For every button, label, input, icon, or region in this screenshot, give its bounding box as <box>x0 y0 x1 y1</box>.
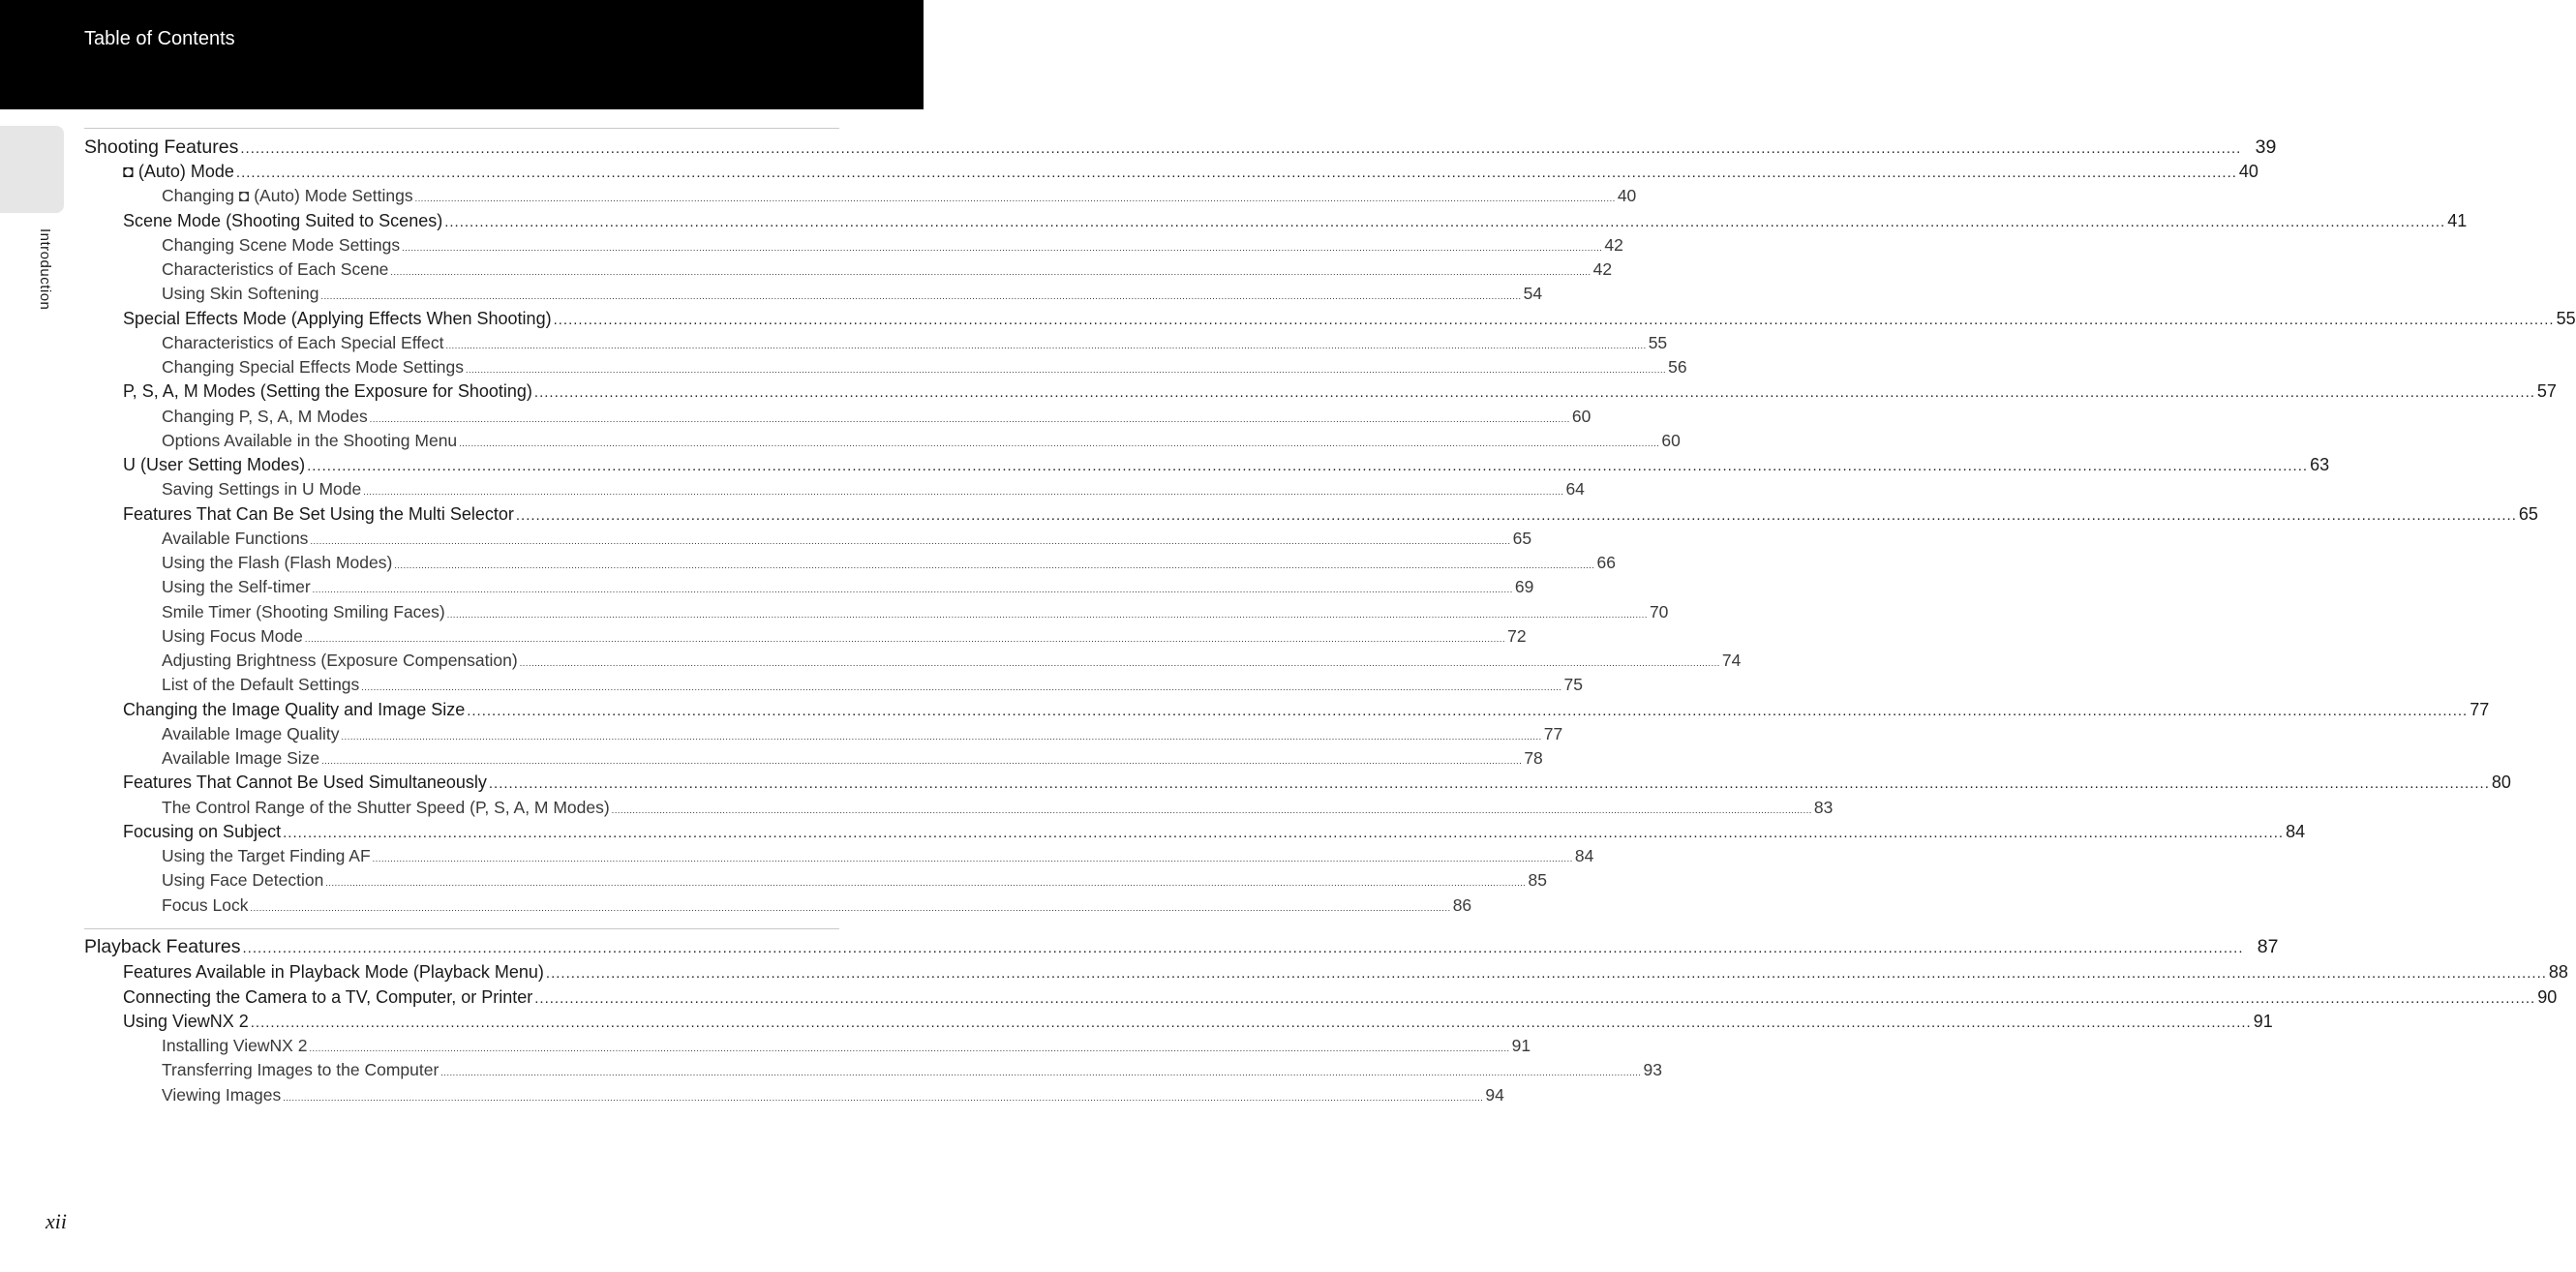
toc-leader-dots: ................................................................................................................................................................................................................................................................................................................................................................................................................ <box>553 312 2555 328</box>
toc-entry[interactable] <box>162 529 1532 552</box>
toc-entry-title: Available Image Size <box>162 748 320 768</box>
toc-entry-page: 63 <box>2310 455 2330 474</box>
toc-entry-page: 86 <box>1452 895 1472 915</box>
toc-leader-dots: ................................................................................................................................................................................................................................................................................................................................................................................................................ <box>250 903 1451 913</box>
toc-entry[interactable] <box>123 1012 2273 1035</box>
toc-leader-dots: ................................................................................................................................................................................................................................................................................................................................................................................................................ <box>465 365 1667 375</box>
toc-entry[interactable] <box>123 381 2557 405</box>
toc-entry[interactable] <box>123 700 2490 723</box>
toc-leader-dots: ................................................................................................................................................................................................................................................................................................................................................................................................................ <box>444 214 2446 230</box>
toc-leader-dots: ................................................................................................................................................................................................................................................................................................................................................................................................................ <box>369 414 1570 424</box>
section-divider <box>84 128 839 129</box>
toc-entry[interactable] <box>162 626 1527 650</box>
toc-entry-page: 88 <box>2548 962 2568 982</box>
toc-entry-page: 72 <box>1507 626 1527 646</box>
toc-entry[interactable] <box>123 309 2576 332</box>
toc-entry[interactable] <box>162 553 1616 576</box>
toc-entry-title: Changing Scene Mode Settings <box>162 235 401 255</box>
toc-leader-dots: ................................................................................................................................................................................................................................................................................................................................................................................................................ <box>519 658 1720 668</box>
toc-leader-dots: ................................................................................................................................................................................................................................................................................................................................................................................................................ <box>283 1093 1484 1103</box>
toc-entry[interactable] <box>162 284 1543 307</box>
toc-entry-title: Using ViewNX 2 <box>123 1012 249 1031</box>
toc-entry[interactable] <box>123 504 2538 528</box>
toc-entry-title: Viewing Images <box>162 1085 282 1105</box>
header-bar <box>0 0 924 109</box>
toc-entry-title: Using Skin Softening <box>162 284 319 303</box>
toc-entry[interactable] <box>123 987 2558 1011</box>
toc-entry-page: 93 <box>1643 1060 1662 1079</box>
toc-entry-title: Available Functions <box>162 529 309 548</box>
toc-entry[interactable] <box>162 895 1472 919</box>
toc-leader-dots: ................................................................................................................................................................................................................................................................................................................................................................................................................ <box>310 536 1511 546</box>
toc-leader-dots: ................................................................................................................................................................................................................................................................................................................................................................................................................ <box>320 291 1522 301</box>
toc-entry[interactable] <box>162 1060 1662 1083</box>
toc-leader-dots: ................................................................................................................................................................................................................................................................................................................................................................................................................ <box>488 775 2490 792</box>
toc-entry[interactable] <box>123 211 2468 234</box>
toc-entry[interactable] <box>84 936 2279 961</box>
toc-entry[interactable] <box>162 186 1637 209</box>
toc-entry-page: 56 <box>1668 357 1687 377</box>
toc-entry-page: 57 <box>2536 381 2557 401</box>
toc-entry-page: 64 <box>1565 479 1585 499</box>
toc-entry-page: 40 <box>2238 162 2258 181</box>
toc-entry-title: Changing the Image Quality and Image Size <box>123 700 466 719</box>
toc-entry-title: Installing ViewNX 2 <box>162 1036 308 1055</box>
toc-entry-title: The Control Range of the Shutter Speed (P, S, A, M Modes) <box>162 798 610 817</box>
toc-entry-page: 60 <box>1661 431 1681 450</box>
toc-entry[interactable] <box>162 431 1681 454</box>
toc-leader-dots: ................................................................................................................................................................................................................................................................................................................................................................................................................ <box>446 610 1648 620</box>
toc-entry-page: 60 <box>1571 407 1591 426</box>
toc-leader-dots: ................................................................................................................................................................................................................................................................................................................................................................................................................ <box>459 439 1660 448</box>
toc-leader-dots: ................................................................................................................................................................................................................................................................................................................................................................................................................ <box>240 140 2242 157</box>
toc-leader-dots: ................................................................................................................................................................................................................................................................................................................................................................................................................ <box>545 965 2547 982</box>
toc-entry-title: Using Focus Mode <box>162 626 303 646</box>
toc-entry-page: 90 <box>2537 987 2558 1007</box>
toc-entry[interactable] <box>162 798 1834 821</box>
toc-entry[interactable] <box>162 1085 1504 1108</box>
toc-entry-title: Features That Can Be Set Using the Multi Selector <box>123 504 514 524</box>
toc-entry-title: ◘ (Auto) Mode <box>123 162 234 181</box>
toc-entry-title: Options Available in the Shooting Menu <box>162 431 458 450</box>
toc-entry-page: 84 <box>1574 846 1594 865</box>
toc-entry-title: Shooting Features <box>84 136 239 158</box>
toc-entry-title: Special Effects Mode (Applying Effects When Shooting) <box>123 309 552 328</box>
toc-entry[interactable] <box>162 357 1687 380</box>
page-number: xii <box>45 1209 67 1233</box>
toc-entry[interactable] <box>123 162 2258 185</box>
toc-entry-page: 91 <box>2253 1012 2273 1031</box>
toc-entry-page: 80 <box>2491 772 2511 792</box>
toc-entry-page: 94 <box>1485 1085 1504 1105</box>
toc-entry-title: Focus Lock <box>162 895 249 915</box>
toc-entry[interactable] <box>162 724 1563 747</box>
toc-leader-dots: ................................................................................................................................................................................................................................................................................................................................................................................................................ <box>307 458 2309 474</box>
section-divider <box>84 928 839 929</box>
toc-leader-dots: ................................................................................................................................................................................................................................................................................................................................................................................................................ <box>611 805 1812 815</box>
toc-entry-title: Transferring Images to the Computer <box>162 1060 439 1079</box>
toc-entry-title: Characteristics of Each Special Effect <box>162 333 444 352</box>
toc-entry-page: 69 <box>1514 577 1534 596</box>
toc-leader-dots: ................................................................................................................................................................................................................................................................................................................................................................................................................ <box>440 1068 1642 1077</box>
toc-entry-page: 42 <box>1592 259 1613 279</box>
toc-entry-page: 85 <box>1528 870 1547 890</box>
toc-entry-page: 54 <box>1523 284 1543 303</box>
toc-entry-title: Using the Flash (Flash Modes) <box>162 553 393 572</box>
toc-entry-page: 39 <box>2255 136 2277 158</box>
toc-entry[interactable] <box>162 675 1583 698</box>
toc-entry-title: Focusing on Subject <box>123 822 282 841</box>
toc-entry-page: 42 <box>1604 235 1623 255</box>
toc-entry-page: 41 <box>2447 211 2468 230</box>
toc-entry-page: 74 <box>1721 651 1742 670</box>
toc-entry-title: Features Available in Playback Mode (Playback Menu) <box>123 962 544 982</box>
toc-entry-page: 91 <box>1511 1036 1531 1055</box>
toc-leader-dots: ................................................................................................................................................................................................................................................................................................................................................................................................................ <box>309 1044 1510 1053</box>
toc-entry-title: Features That Cannot Be Used Simultaneously <box>123 772 487 792</box>
toc-entry-title: Using Face Detection <box>162 870 324 890</box>
page-title: Table of Contents <box>84 28 235 49</box>
toc-entry-page: 40 <box>1617 186 1637 205</box>
toc-entry[interactable] <box>123 822 2306 845</box>
toc-leader-dots: ................................................................................................................................................................................................................................................................................................................................................................................................................ <box>361 682 1562 692</box>
toc-leader-dots: ................................................................................................................................................................................................................................................................................................................................................................................................................ <box>250 1015 2252 1031</box>
toc-entry-title: Adjusting Brightness (Exposure Compensation) <box>162 651 518 670</box>
toc-leader-dots: ................................................................................................................................................................................................................................................................................................................................................................................................................ <box>242 940 2244 956</box>
toc-entry[interactable] <box>84 136 2277 162</box>
toc-entry[interactable] <box>162 846 1594 869</box>
toc-leader-dots: ................................................................................................................................................................................................................................................................................................................................................................................................................ <box>414 194 1616 203</box>
toc-leader-dots: ................................................................................................................................................................................................................................................................................................................................................................................................................ <box>467 703 2469 719</box>
toc-entry[interactable] <box>162 870 1547 893</box>
toc-entry[interactable] <box>162 748 1543 772</box>
toc-leader-dots: ................................................................................................................................................................................................................................................................................................................................................................................................................ <box>390 267 1591 277</box>
toc-entry[interactable] <box>162 479 1585 502</box>
toc-entry-title: Smile Timer (Shooting Smiling Faces) <box>162 602 445 621</box>
toc-entry[interactable] <box>162 259 1613 283</box>
toc-leader-dots: ................................................................................................................................................................................................................................................................................................................................................................................................................ <box>341 732 1542 742</box>
toc-entry-title: Changing ◘ (Auto) Mode Settings <box>162 186 413 205</box>
toc-entry-title: Connecting the Camera to a TV, Computer, or Printer <box>123 987 533 1007</box>
section-side-tab <box>0 126 64 213</box>
toc-entry-page: 87 <box>2257 936 2279 957</box>
toc-entry[interactable] <box>162 1036 1531 1059</box>
toc-entry[interactable] <box>123 772 2511 796</box>
toc-entry-title: Using the Target Finding AF <box>162 846 371 865</box>
toc-entry[interactable] <box>162 577 1534 600</box>
toc-entry[interactable] <box>123 455 2330 478</box>
toc-entry-title: U (User Setting Modes) <box>123 455 306 474</box>
toc-entry[interactable] <box>162 235 1623 258</box>
toc-entry-page: 70 <box>1649 602 1669 621</box>
toc-leader-dots: ................................................................................................................................................................................................................................................................................................................................................................................................................ <box>372 854 1573 863</box>
toc-leader-dots: ................................................................................................................................................................................................................................................................................................................................................................................................................ <box>321 756 1523 766</box>
toc-leader-dots: ................................................................................................................................................................................................................................................................................................................................................................................................................ <box>325 878 1527 888</box>
toc-leader-dots: ................................................................................................................................................................................................................................................................................................................................................................................................................ <box>515 507 2517 524</box>
section-side-label: Introduction <box>37 228 53 311</box>
toc-leader-dots: ................................................................................................................................................................................................................................................................................................................................................................................................................ <box>283 825 2285 841</box>
toc-entry-title: Changing P, S, A, M Modes <box>162 407 368 426</box>
toc-entry-title: Characteristics of Each Scene <box>162 259 389 279</box>
toc-entry-title: Playback Features <box>84 936 241 957</box>
toc-entry-page: 65 <box>2518 504 2538 524</box>
toc-leader-dots: ................................................................................................................................................................................................................................................................................................................................................................................................................ <box>534 990 2536 1007</box>
toc-entry-title: List of the Default Settings <box>162 675 360 694</box>
toc-entry-page: 78 <box>1524 748 1543 768</box>
toc-entry-page: 55 <box>1648 333 1668 352</box>
toc-entry-page: 75 <box>1563 675 1583 694</box>
toc-entry-page: 77 <box>2470 700 2490 719</box>
toc-entry-page: 84 <box>2286 822 2306 841</box>
toc-entry[interactable] <box>162 333 1668 356</box>
toc-entry-title: Saving Settings in U Mode <box>162 479 362 499</box>
toc-leader-dots: ................................................................................................................................................................................................................................................................................................................................................................................................................ <box>363 487 1564 497</box>
toc-entry-title: Changing Special Effects Mode Settings <box>162 357 464 377</box>
toc-entry-page: 83 <box>1813 798 1834 817</box>
toc-entry-title: Scene Mode (Shooting Suited to Scenes) <box>123 211 443 230</box>
toc-entry-page: 66 <box>1596 553 1616 572</box>
toc-entry[interactable] <box>162 407 1591 430</box>
toc-leader-dots: ................................................................................................................................................................................................................................................................................................................................................................................................................ <box>533 384 2535 401</box>
toc-entry-page: 55 <box>2556 309 2576 328</box>
toc-leader-dots: ................................................................................................................................................................................................................................................................................................................................................................................................................ <box>312 585 1513 594</box>
toc-entry[interactable] <box>162 651 1742 674</box>
toc-leader-dots: ................................................................................................................................................................................................................................................................................................................................................................................................................ <box>445 341 1647 350</box>
toc-leader-dots: ................................................................................................................................................................................................................................................................................................................................................................................................................ <box>304 634 1506 644</box>
toc-entry-title: Using the Self-timer <box>162 577 311 596</box>
toc-leader-dots: ................................................................................................................................................................................................................................................................................................................................................................................................................ <box>394 560 1595 570</box>
toc-leader-dots: ................................................................................................................................................................................................................................................................................................................................................................................................................ <box>235 165 2237 181</box>
toc-entry-title: P, S, A, M Modes (Setting the Exposure for Shooting) <box>123 381 532 401</box>
toc-entry-page: 65 <box>1512 529 1532 548</box>
toc-leader-dots: ................................................................................................................................................................................................................................................................................................................................................................................................................ <box>402 243 1603 253</box>
toc-entry[interactable] <box>162 602 1669 625</box>
toc-entry[interactable] <box>123 962 2568 985</box>
toc-entry-title: Available Image Quality <box>162 724 340 743</box>
toc-entry-page: 77 <box>1543 724 1563 743</box>
